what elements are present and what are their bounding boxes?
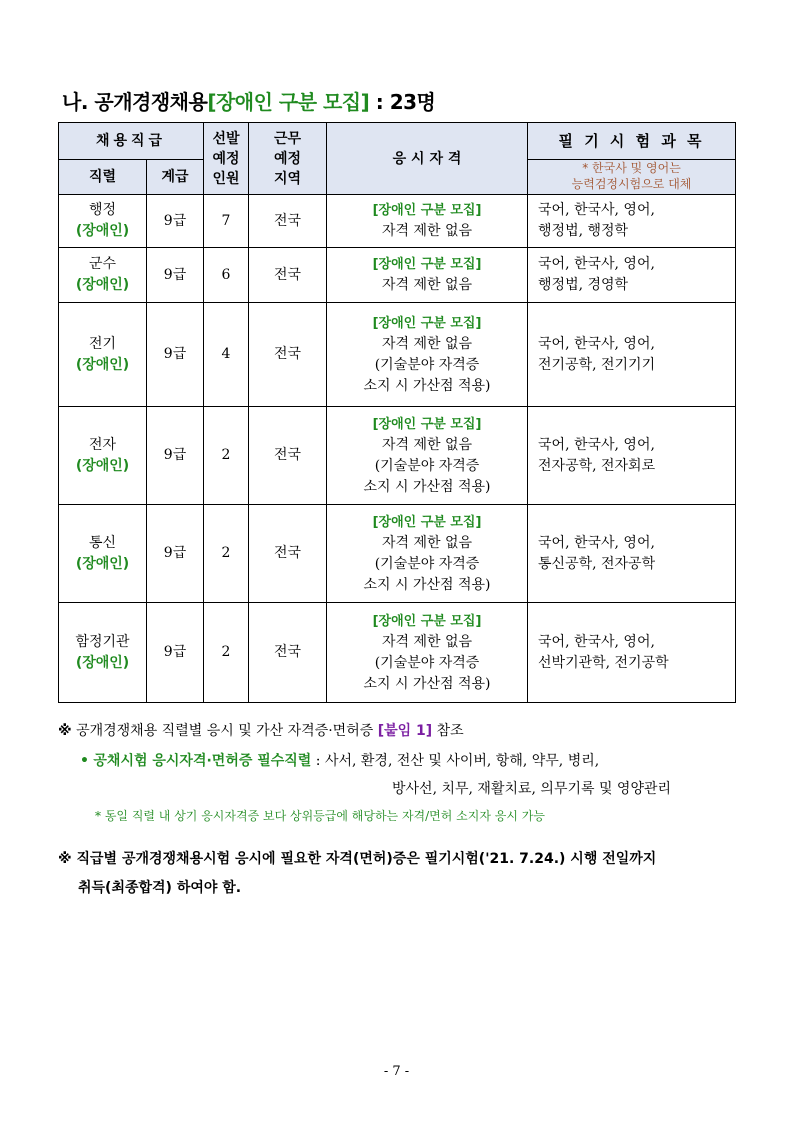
cell-region: 전국 bbox=[249, 195, 327, 248]
appendix-ref: [붙임 1] bbox=[377, 723, 433, 739]
table-row bbox=[59, 303, 736, 407]
cell-grade: 9급 bbox=[147, 603, 204, 703]
note-certificates: ※ 공개경쟁채용 직렬별 응시 및 가산 자격증·면허증 [붙임 1] 참조 bbox=[58, 723, 464, 739]
heading-prefix: 나. 공개경쟁채용 bbox=[62, 90, 208, 114]
recruitment-table bbox=[58, 122, 736, 703]
cell-qualification: [장애인 구분 모집] 자격 제한 없음 bbox=[327, 248, 528, 303]
heading-count: : 23명 bbox=[369, 90, 436, 114]
cell-qualification: [장애인 구분 모집] 자격 제한 없음 (기술분야 자격증 소지 시 가산점 적용) bbox=[327, 407, 528, 505]
note-required-positions-cont: 방사선, 치무, 재활치료, 의무기록 및 영양관리 bbox=[392, 781, 672, 797]
cell-count: 2 bbox=[204, 505, 249, 603]
cell-position: 전기 (장애인) bbox=[59, 303, 147, 407]
cell-position: 통신 (장애인) bbox=[59, 505, 147, 603]
page-number: - 7 - bbox=[383, 1064, 410, 1079]
cell-subjects: 국어, 한국사, 영어, 전자공학, 전자회로 bbox=[528, 407, 736, 505]
cell-qualification: [장애인 구분 모집] 자격 제한 없음 (기술분야 자격증 소지 시 가산점 적용) bbox=[327, 303, 528, 407]
note-higher-grade: * 동일 직렬 내 상기 응시자격증 보다 상위등급에 해당하는 자격/면허 소지자 응시 가능 bbox=[95, 809, 545, 823]
cell-subjects: 국어, 한국사, 영어, 전기공학, 전기기기 bbox=[528, 303, 736, 407]
cell-count: 2 bbox=[204, 407, 249, 505]
cell-grade: 9급 bbox=[147, 195, 204, 248]
table-row bbox=[59, 248, 736, 303]
cell-count: 6 bbox=[204, 248, 249, 303]
cell-subjects: 국어, 한국사, 영어, 행정법, 행정학 bbox=[528, 195, 736, 248]
cell-subjects: 국어, 한국사, 영어, 선박기관학, 전기공학 bbox=[528, 603, 736, 703]
table-row bbox=[59, 603, 736, 703]
note-deadline: ※ 직급별 공개경쟁채용시험 응시에 필요한 자격(면허)증은 필기시험('21. 7.24.) 시행 전일까지 bbox=[58, 851, 657, 867]
cell-grade: 9급 bbox=[147, 505, 204, 603]
cell-region: 전국 bbox=[249, 407, 327, 505]
header-exam: 필 기 시 험 과 목 bbox=[528, 123, 736, 160]
header-job: 채용직급 bbox=[59, 123, 204, 160]
cell-qualification: [장애인 구분 모집] 자격 제한 없음 (기술분야 자격증 소지 시 가산점 적용) bbox=[327, 505, 528, 603]
required-label: 공채시험 응시자격·면허증 필수직렬 bbox=[93, 753, 312, 769]
cell-subjects: 국어, 한국사, 영어, 행정법, 경영학 bbox=[528, 248, 736, 303]
cell-count: 7 bbox=[204, 195, 249, 248]
table-row bbox=[59, 195, 736, 248]
header-qualification: 응 시 자 격 bbox=[327, 123, 528, 195]
cell-grade: 9급 bbox=[147, 407, 204, 505]
cell-region: 전국 bbox=[249, 603, 327, 703]
header-position: 직렬 bbox=[59, 160, 147, 195]
cell-count: 2 bbox=[204, 603, 249, 703]
cell-position: 행정 (장애인) bbox=[59, 195, 147, 248]
cell-region: 전국 bbox=[249, 248, 327, 303]
table-row bbox=[59, 407, 736, 505]
heading-category: [장애인 구분 모집] bbox=[207, 90, 370, 114]
cell-region: 전국 bbox=[249, 505, 327, 603]
cell-position: 전자 (장애인) bbox=[59, 407, 147, 505]
header-planned: 선발 예정 인원 bbox=[204, 123, 249, 195]
header-exam-note: * 한국사 및 영어는 능력검정시험으로 대체 bbox=[528, 160, 736, 195]
cell-count: 4 bbox=[204, 303, 249, 407]
cell-region: 전국 bbox=[249, 303, 327, 407]
cell-position: 함정기관 (장애인) bbox=[59, 603, 147, 703]
note-required-positions: • 공채시험 응시자격·면허증 필수직렬 : 사서, 환경, 전산 및 사이버, 항해, 약무, 병리, bbox=[80, 753, 600, 769]
cell-qualification: [장애인 구분 모집] 자격 제한 없음 bbox=[327, 195, 528, 248]
cell-grade: 9급 bbox=[147, 303, 204, 407]
header-grade: 계급 bbox=[147, 160, 204, 195]
header-region: 근무 예정 지역 bbox=[249, 123, 327, 195]
cell-position: 군수 (장애인) bbox=[59, 248, 147, 303]
cell-subjects: 국어, 한국사, 영어, 통신공학, 전자공학 bbox=[528, 505, 736, 603]
cell-qualification: [장애인 구분 모집] 자격 제한 없음 (기술분야 자격증 소지 시 가산점 적용) bbox=[327, 603, 528, 703]
cell-grade: 9급 bbox=[147, 248, 204, 303]
note-deadline-cont: 취득(최종합격) 하여야 함. bbox=[78, 880, 242, 896]
table-row bbox=[59, 505, 736, 603]
section-heading bbox=[62, 86, 435, 115]
